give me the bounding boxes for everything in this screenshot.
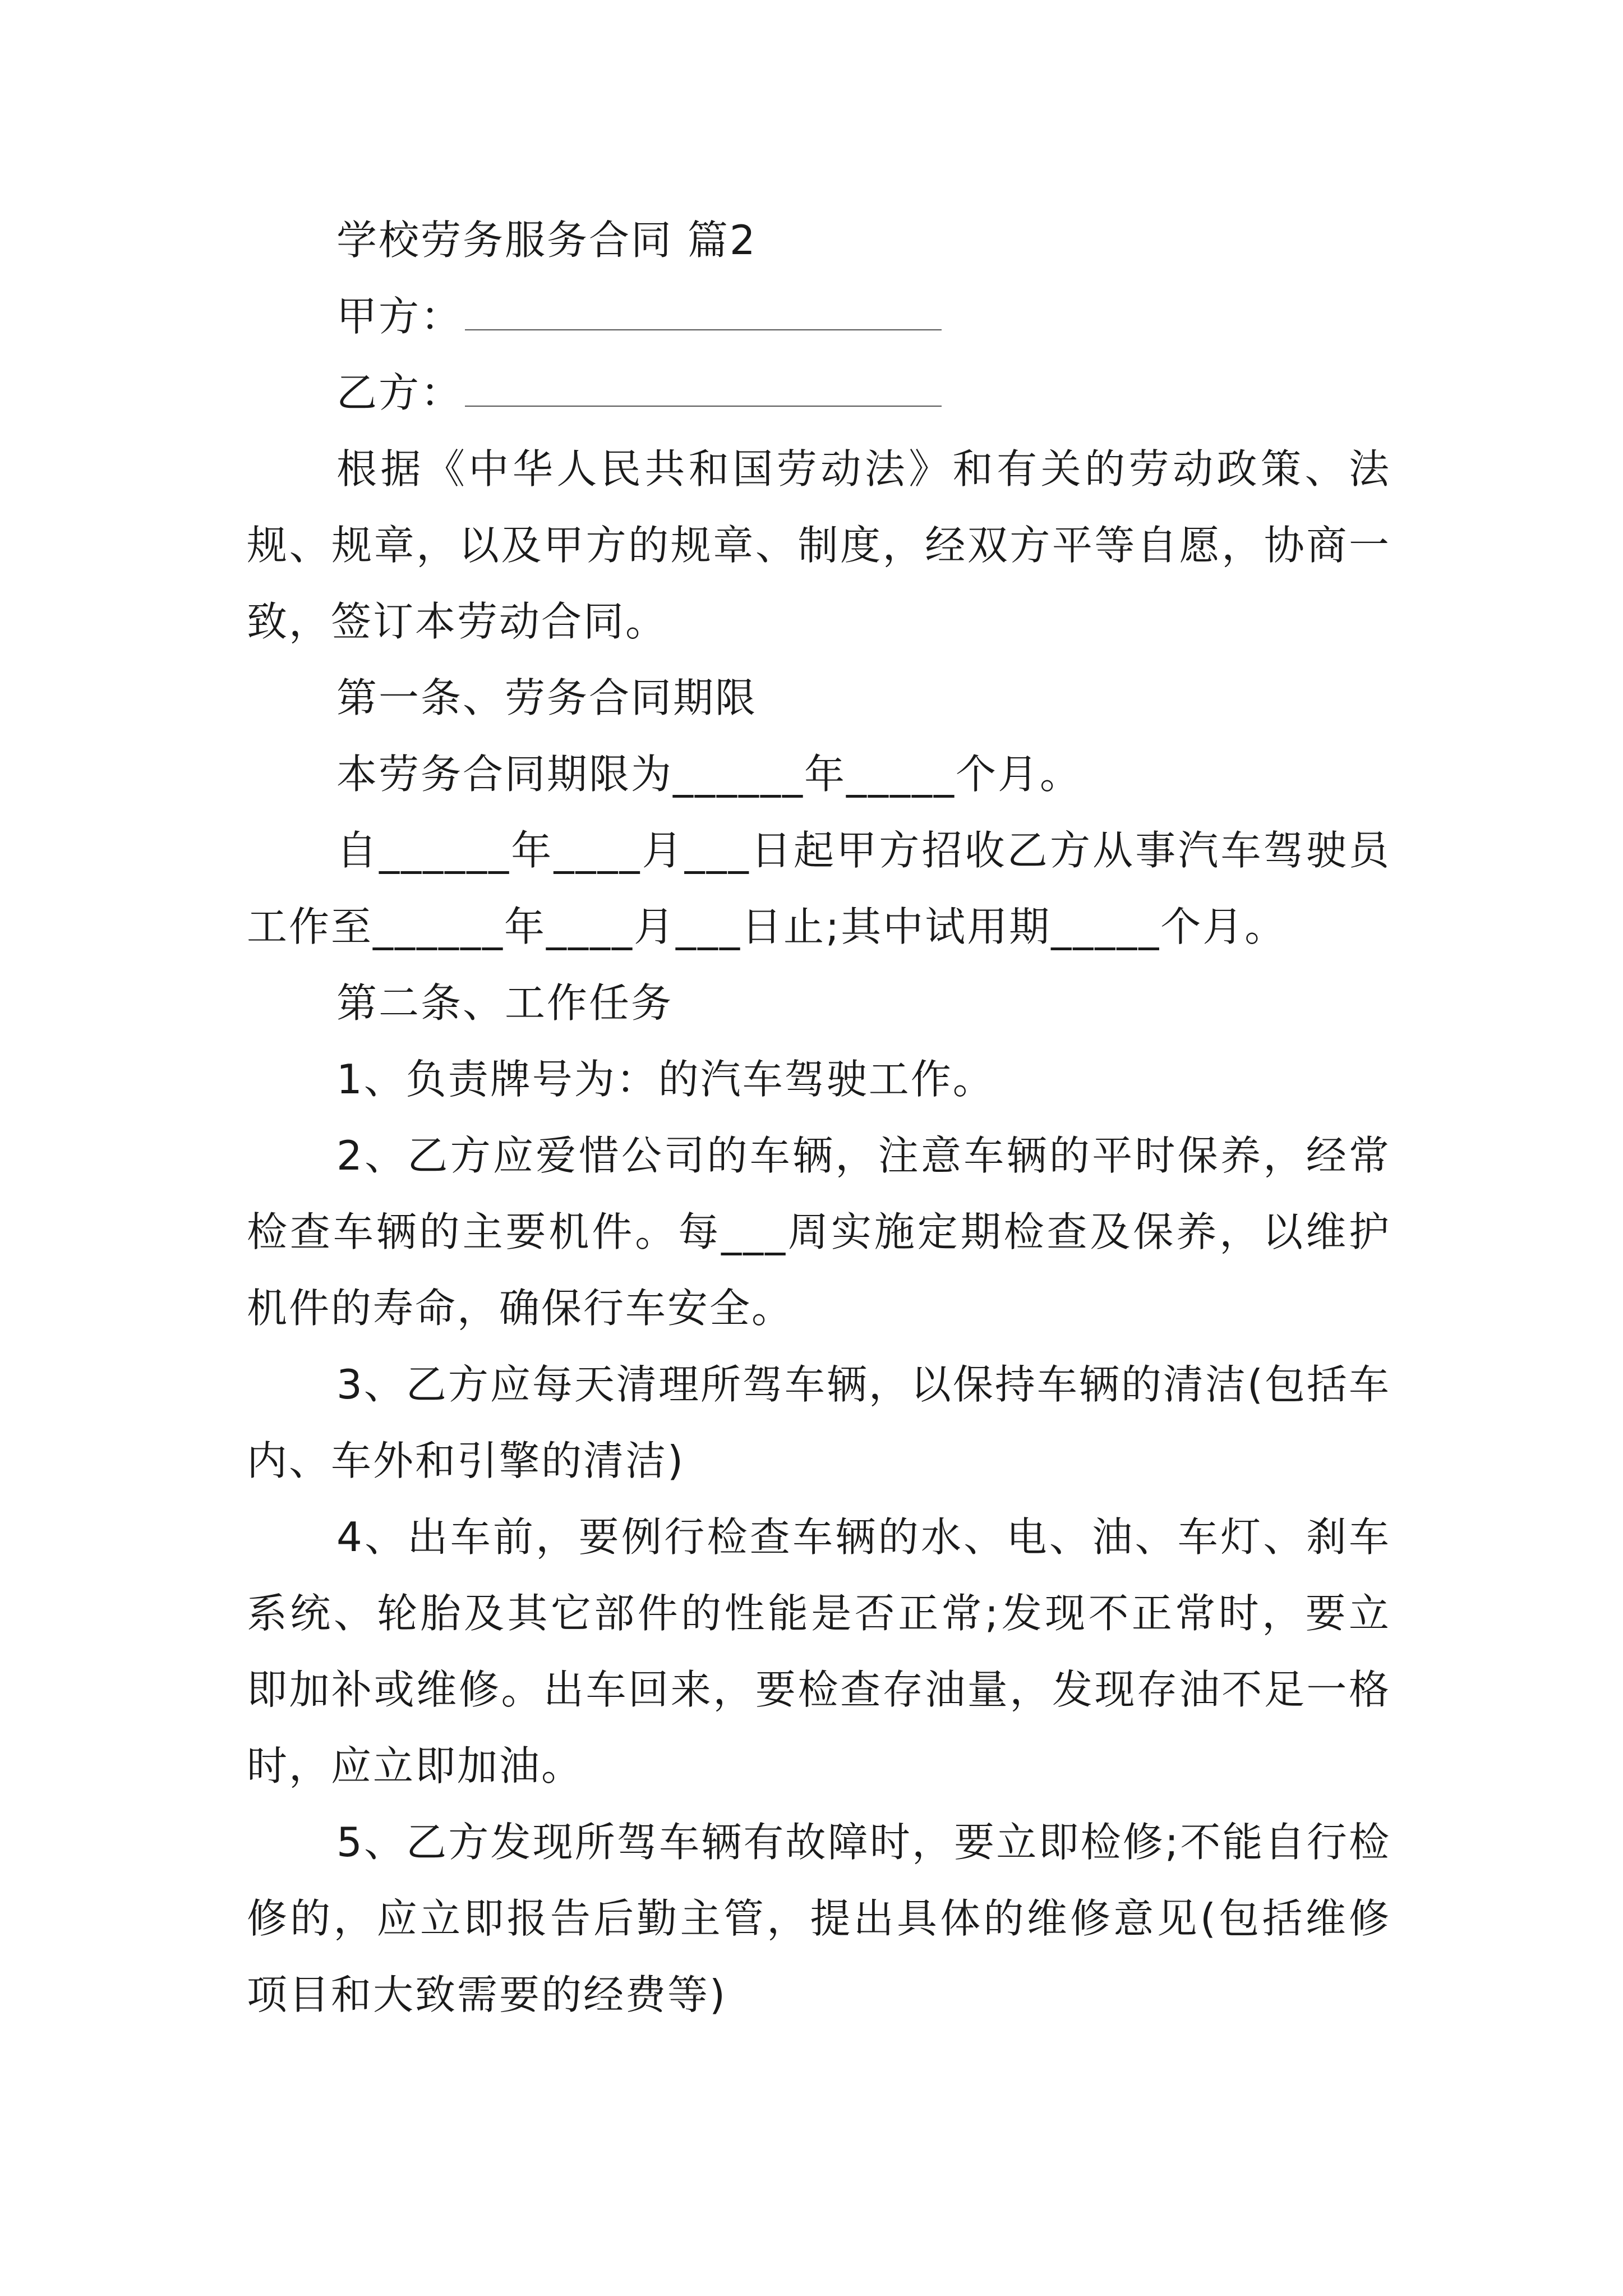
paragraph: 3、乙方应每天清理所驾车辆，以保持车辆的清洁(包括车内、车外和引擎的清洁) xyxy=(247,1361,1391,1484)
party-b-label: 乙方： xyxy=(336,369,463,416)
party-a-label: 甲方： xyxy=(336,293,463,340)
document-title: 学校劳务服务合同 篇2 xyxy=(336,217,757,264)
paragraph: 1、负责牌号为：的汽车驾驶工作。 xyxy=(336,1056,995,1103)
party-a-blank xyxy=(465,284,942,330)
party-b-blank xyxy=(465,361,942,407)
paragraph: 5、乙方发现所驾车辆有故障时，要立即检修;不能自行检修的，应立即报告后勤主管，提出具体的维修意见(包括维修项目和大致需要的经费等) xyxy=(247,1819,1391,2018)
section-heading: 第二条、工作任务 xyxy=(336,979,674,1027)
document-body xyxy=(247,202,1391,2033)
section-heading: 第一条、劳务合同期限 xyxy=(336,674,758,721)
paragraph: 本劳务合同期限为______年_____个月。 xyxy=(336,751,1082,798)
paragraph: 4、出车前，要例行检查车辆的水、电、油、车灯、刹车系统、轮胎及其它部件的性能是否正常;发现不正常时，要立即加补或维修。出车回来，要检查存油量，发现存油不足一格时，应立即加油。 xyxy=(247,1513,1391,1789)
paragraph: 自______年____月___日起甲方招收乙方从事汽车驾驶员工作至______年____月___日止;其中试用期_____个月。 xyxy=(247,827,1391,950)
party-a-line xyxy=(247,278,1391,355)
party-b-line xyxy=(247,355,1391,431)
paragraph: 2、乙方应爱惜公司的车辆，注意车辆的平时保养，经常检查车辆的主要机件。每___周实施定期检查及保养，以维护机件的寿命，确保行车安全。 xyxy=(247,1132,1391,1332)
paragraph: 根据《中华人民共和国劳动法》和有关的劳动政策、法规、规章，以及甲方的规章、制度，经双方平等自愿，协商一致，签订本劳动合同。 xyxy=(247,445,1391,645)
